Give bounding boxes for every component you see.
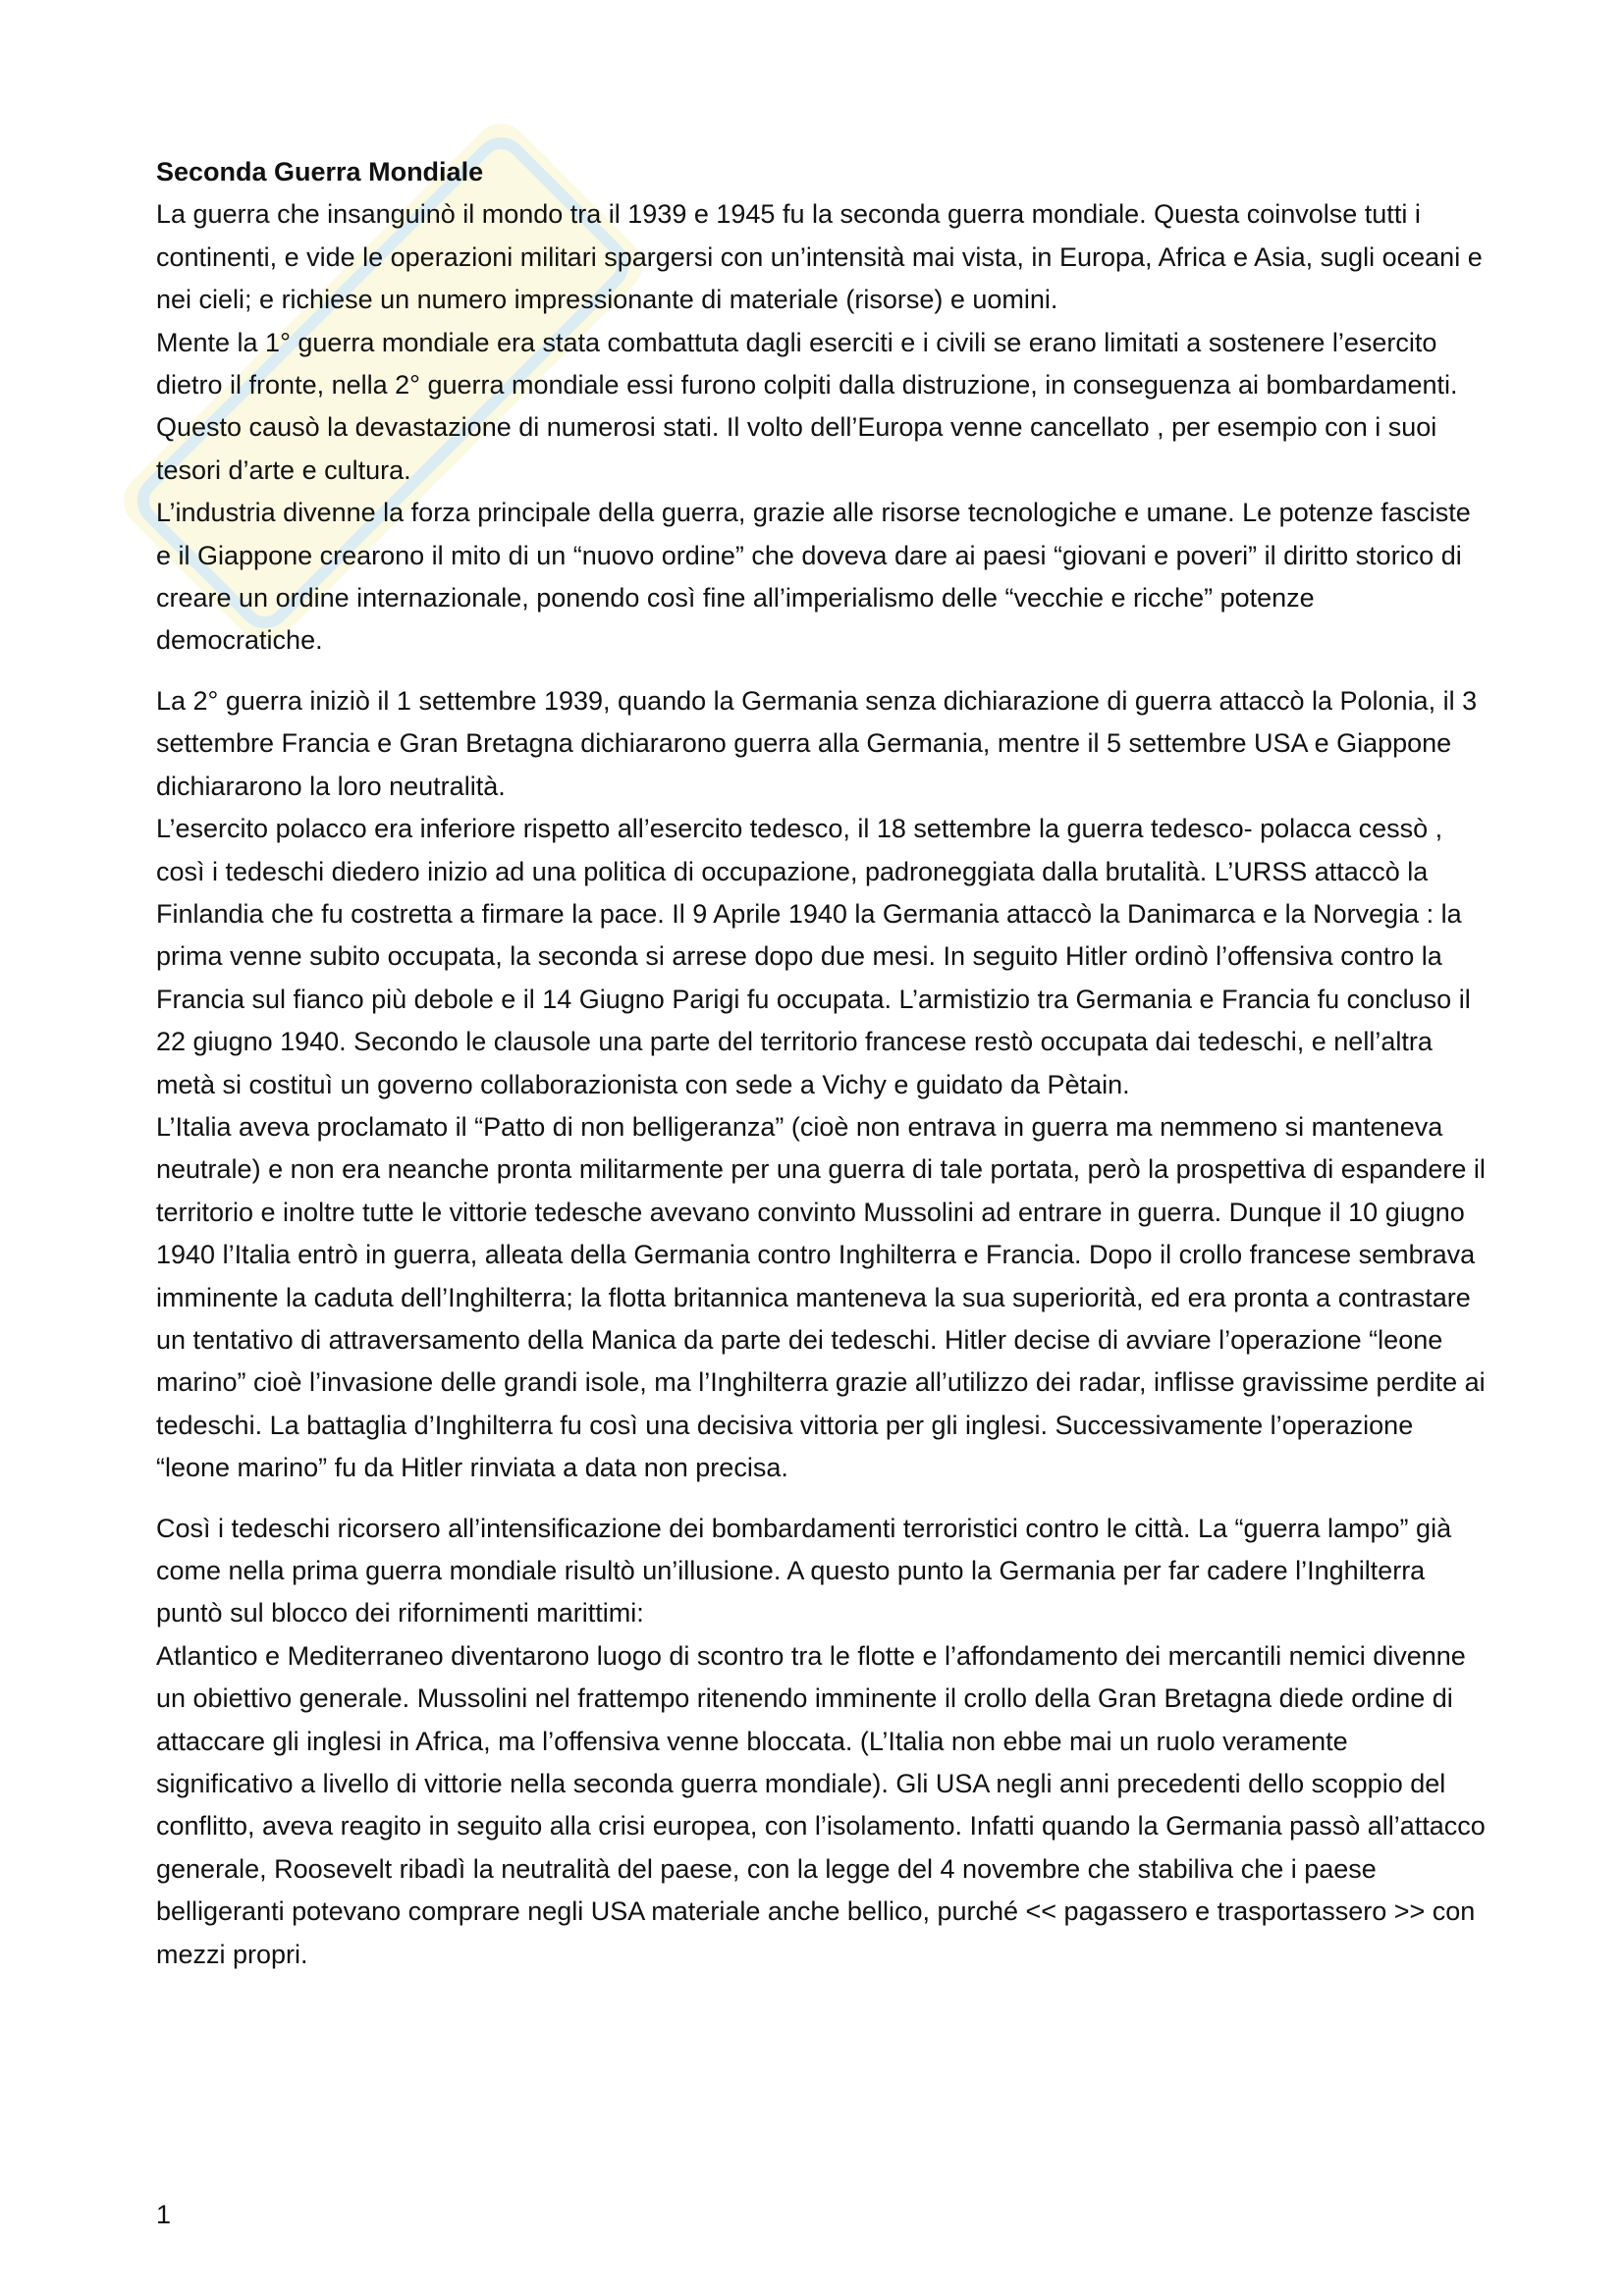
- paragraph: La 2° guerra iniziò il 1 settembre 1939, quando la Germania senza dichiarazione di guerra attaccò la Polonia, il 3 settembre Francia e Gran Bretagna dichiararono guerra alla Germania, mentre il 5 settembre USA e Giappone dichiararono la loro neutralità.: [156, 685, 1478, 801]
- paragraph: Atlantico e Mediterraneo diventarono luogo di scontro tra le flotte e l’affondamento dei mercantili nemici divenne un obiettivo generale. Mussolini nel frattempo ritenendo imminente il crollo della Gran Bretagna diede ordine di attaccare gli inglesi in Africa, ma l’offensiva venne bloccata. (L’Italia non ebbe mai un ruolo veramente significativo a livello di vittorie nella seconda guerra mondiale). Gli USA negli anni precedenti dello scoppio del conflitto, aveva reagito in seguito alla crisi europea, con l’isolamento. Infatti quando la Germania passò all’attacco generale, Roosevelt ribadì la neutralità del paese, con la legge del 4 novembre che stabiliva che i paese belligeranti potevano comprare negli USA materiale anche bellico, purché << pagassero e trasportassero >> con mezzi propri.: [156, 1640, 1486, 1969]
- paragraph: L’industria divenne la forza principale della guerra, grazie alle risorse tecnologiche e umane. Le potenze fasciste e il Giappone crearono il mito di un “nuovo ordine” che doveva dare ai paesi “giovani e poveri” il diritto storico di creare un ordine internazionale, ponendo così fine all’imperialismo delle “vecchie e ricche” potenze democratiche.: [156, 498, 1471, 656]
- paragraph: Mente la 1° guerra mondiale era stata combattuta dagli eserciti e i civili se erano limitati a sostenere l’esercito dietro il fronte, nella 2° guerra mondiale essi furono colpiti dalla distruzione, in conseguenza ai bombardamenti. Questo causò la devastazione di numerosi stati. Il volto dell’Europa venne cancellato , per esempio con i suoi tesori d’arte e cultura.: [156, 327, 1458, 485]
- paragraph: L’esercito polacco era inferiore rispetto all’esercito tedesco, il 18 settembre la guerra tedesco- polacca cessò , così i tedeschi diedero inizio ad una politica di occupazione, padroneggiata dalla brutalità. L’URSS attaccò la Finlandia che fu costretta a firmare la pace. Il 9 Aprile 1940 la Germania attaccò la Danimarca e la Norvegia : la prima venne subito occupata, la seconda si arrese dopo due mesi. In seguito Hitler ordinò l’offensiva contro la Francia sul fianco più debole e il 14 Giugno Parigi fu occupata. L’armistizio tra Germania e Francia fu concluso il 22 giugno 1940. Secondo le clausole una parte del territorio francese restò occupata dai tedeschi, e nell’altra metà si costituì un governo collaborazionista con sede a Vichy e guidato da Pètain.: [156, 814, 1471, 1099]
- paragraph: L’Italia aveva proclamato il “Patto di non belligeranza” (cioè non entrava in guerra ma nemmeno si manteneva neutrale) e non era neanche pronta militarmente per una guerra di tale portata, però la prospettiva di espandere il territorio e inoltre tutte le vittorie tedesche avevano convinto Mussolini ad entrare in guerra. Dunque il 10 giugno 1940 l’Italia entrò in guerra, alleata della Germania contro Inghilterra e Francia. Dopo il crollo francese sembrava imminente la caduta dell’Inghilterra; la flotta britannica manteneva la sua superiorità, ed era pronta a contrastare un tentativo di attraversamento della Manica da parte dei tedeschi. Hitler decise di avviare l’operazione “leone marino” cioè l’invasione delle grandi isole, ma l’Inghilterra grazie all’utilizzo dei radar, inflisse gravissime perdite ai tedeschi. La battaglia d’Inghilterra fu così una decisiva vittoria per gli inglesi. Successivamente l’operazione “leone marino” fu da Hitler rinviata a data non precisa.: [156, 1111, 1486, 1483]
- page-number: 1: [156, 2200, 172, 2229]
- document-page: [156, 151, 1487, 1976]
- paragraph: La guerra che insanguinò il mondo tra il 1939 e 1945 fu la seconda guerra mondiale. Questa coinvolse tutti i continenti, e vide le operazioni militari spargersi con un’intensità mai vista, in Europa, Africa e Asia, sugli oceani e nei cieli; e richiese un numero impressionante di materiale (risorse) e uomini.: [156, 199, 1483, 315]
- paragraph: Così i tedeschi ricorsero all’intensificazione dei bombardamenti terroristici contro le città. La “guerra lampo” già come nella prima guerra mondiale risultò un’illusione. A questo punto la Germania per far cadere l’Inghilterra puntò sul blocco dei rifornimenti marittimi:: [156, 1513, 1452, 1629]
- document-title: Seconda Guerra Mondiale: [156, 157, 484, 187]
